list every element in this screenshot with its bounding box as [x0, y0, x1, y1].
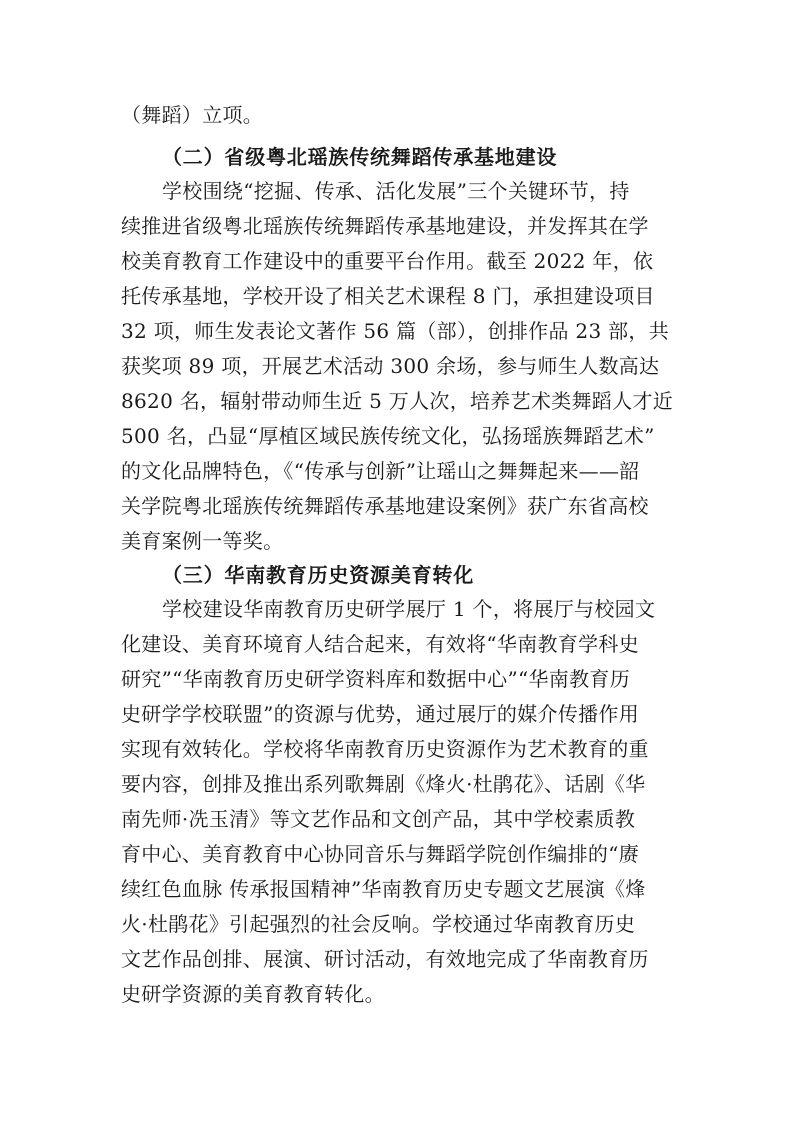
paragraph-line: 关学院粤北瑶族传统舞蹈传承基地建设案例》获广东省高校 — [121, 494, 649, 518]
paragraph-line: 续推进省级粤北瑶族传统舞蹈传承基地建设，并发挥其在学 — [121, 214, 649, 238]
paragraph-line: 校美育教育工作建设中的重要平台作用。截至 2022 年，依 — [121, 249, 654, 273]
paragraph-line: 育中心、美育教育中心协同音乐与舞蹈学院创作编排的“赓 — [121, 842, 640, 866]
paragraph-line: 获奖项 89 项，开展艺术活动 300 余场，参与师生人数高达 — [121, 354, 660, 378]
paragraph-line: 学校建设华南教育历史研学展厅 1 个，将展厅与校园文 — [162, 597, 656, 621]
paragraph-line: 化建设、美育环境育人结合起来，有效将“华南教育学科史 — [121, 632, 640, 656]
section-heading-3: （三）华南教育历史资源美育转化 — [162, 563, 474, 587]
paragraph-line: 托传承基地，学校开设了相关艺术课程 8 门，承担建设项目 — [121, 284, 655, 308]
paragraph-line: 文艺作品创排、展演、研讨活动，有效地完成了华南教育历 — [121, 947, 649, 971]
paragraph-line: 史研学学校联盟”的资源与优势，通过展厅的媒介传播作用 — [121, 702, 640, 726]
paragraph-line: 要内容，创排及推出系列歌舞剧《烽火·杜鹃花》、话剧《华 — [121, 772, 646, 796]
paragraph-line: 续红色血脉 传承报国精神”华南教育历史专题文艺展演《烽 — [121, 877, 646, 901]
paragraph-line: 南先师·冼玉清》等文艺作品和文创产品，其中学校素质教 — [121, 807, 636, 831]
paragraph-line: 实现有效转化。学校将华南教育历史资源作为艺术教育的重 — [121, 737, 649, 761]
paragraph-line: 8620 名，辐射带动师生近 5 万人次，培养艺术类舞蹈人才近 — [121, 389, 673, 413]
paragraph-line: 史研学资源的美育教育转化。 — [121, 982, 385, 1006]
paragraph-line: 学校围绕“挖掘、传承、活化发展”三个关键环节，持 — [162, 179, 630, 203]
paragraph-line: 500 名，凸显“厚植区域民族传统文化，弘扬瑶族舞蹈艺术” — [121, 424, 655, 448]
paragraph-line: 研究”“华南教育历史研学资料库和数据中心”“华南教育历 — [121, 667, 630, 691]
continued-line: （舞蹈）立项。 — [121, 103, 264, 127]
paragraph-line: 火·杜鹃花》引起强烈的社会反响。学校通过华南教育历史 — [121, 912, 636, 936]
section-heading-2: （二）省级粤北瑶族传统舞蹈传承基地建设 — [162, 145, 558, 169]
paragraph-line: 32 项，师生发表论文著作 56 篇（部），创排作品 23 部，共 — [121, 319, 670, 343]
paragraph-line: 美育案例一等奖。 — [121, 529, 284, 553]
paragraph-line: 的文化品牌特色，《“传承与创新”让瑶山之舞舞起来——韶 — [121, 459, 640, 483]
